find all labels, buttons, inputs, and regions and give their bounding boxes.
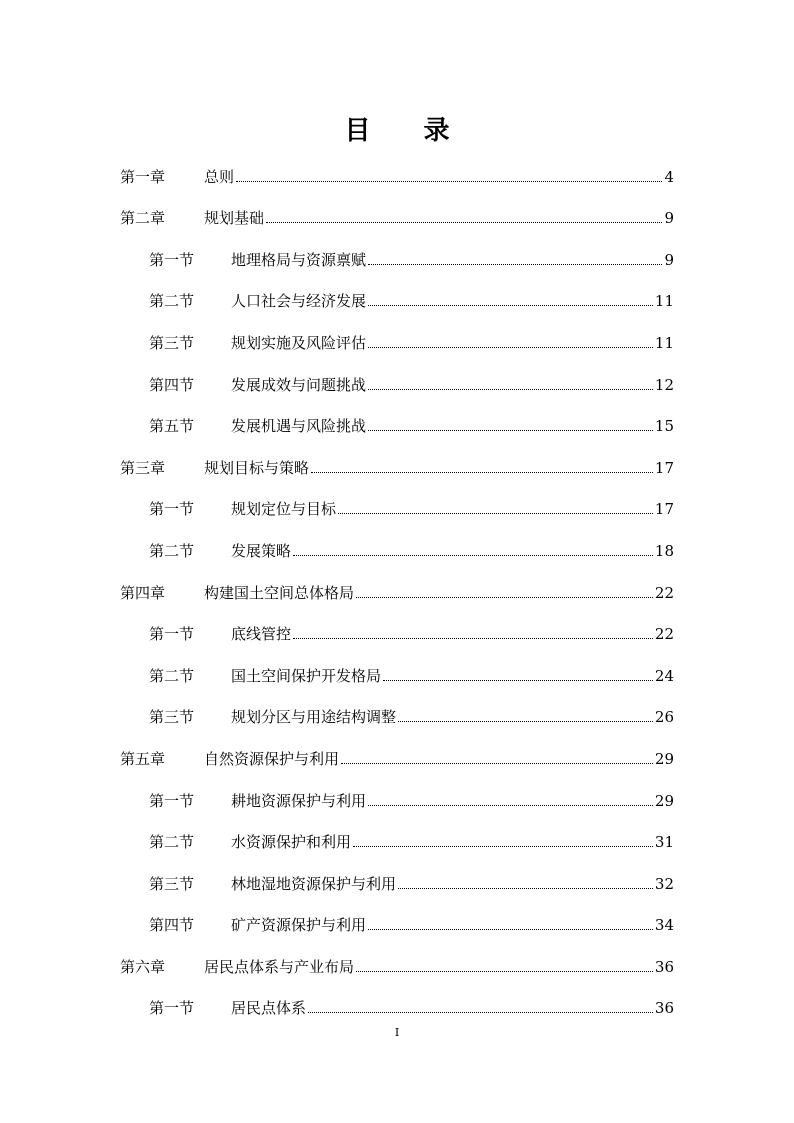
toc-entry-page: 26: [654, 708, 674, 727]
toc-entry-page: 31: [654, 833, 674, 852]
toc-dot-leader: [368, 804, 653, 806]
toc-entry-section[interactable]: [120, 608, 674, 650]
toc-entry-page: 17: [654, 500, 674, 519]
toc-entry-page: 36: [654, 999, 674, 1018]
toc-entry-section[interactable]: [120, 774, 674, 816]
toc-entry-page: 32: [654, 874, 674, 893]
toc-entry-number: 第一节: [149, 625, 195, 644]
toc-entry-chapter[interactable]: [120, 940, 674, 982]
toc-entry-section[interactable]: [120, 899, 674, 941]
toc-entry-page: 29: [654, 791, 674, 810]
toc-dot-leader: [398, 720, 653, 722]
toc-entry-title: 矿产资源保护与利用: [231, 916, 367, 935]
toc-entry-title: 耕地资源保护与利用: [231, 791, 367, 810]
toc-entry-page: 9: [664, 250, 674, 269]
toc-entry-number: 第二节: [149, 541, 195, 560]
toc-entry-title: 发展成效与问题挑战: [231, 375, 367, 394]
toc-entry-number: 第四节: [149, 916, 195, 935]
toc-entry-title: 规划分区与用途结构调整: [231, 708, 397, 727]
toc-entry-section[interactable]: [120, 316, 674, 358]
toc-entry-page: 4: [664, 167, 674, 186]
toc-entry-section[interactable]: [120, 982, 674, 1024]
toc-dot-leader: [341, 762, 653, 764]
toc-entry-section[interactable]: [120, 649, 674, 691]
toc-entry-number: 第二节: [149, 833, 195, 852]
toc-entry-chapter[interactable]: [120, 566, 674, 608]
toc-entry-page: 22: [654, 583, 674, 602]
toc-entry-page: 11: [654, 333, 674, 352]
toc-entry-number: 第一节: [149, 999, 195, 1018]
table-of-contents: [120, 150, 674, 1023]
toc-entry-page: 36: [654, 957, 674, 976]
toc-entry-number: 第五章: [120, 749, 166, 768]
toc-dot-leader: [311, 471, 653, 473]
page-title: 目 录: [344, 116, 472, 146]
toc-entry-number: 第二章: [120, 209, 166, 228]
toc-dot-leader: [383, 679, 653, 681]
toc-entry-title: 规划目标与策略: [204, 458, 310, 477]
toc-entry-page: 29: [654, 749, 674, 768]
toc-entry-number: 第三节: [149, 708, 195, 727]
toc-entry-number: 第二节: [149, 292, 195, 311]
toc-entry-number: 第一节: [149, 250, 195, 269]
toc-entry-title: 人口社会与经济发展: [231, 292, 367, 311]
toc-entry-number: 第六章: [120, 957, 166, 976]
toc-entry-title: 规划基础: [204, 209, 265, 228]
toc-dot-leader: [308, 1011, 653, 1013]
toc-dot-leader: [356, 970, 653, 972]
toc-entry-title: 发展机遇与风险挑战: [231, 417, 367, 436]
toc-entry-number: 第三章: [120, 458, 166, 477]
toc-entry-chapter[interactable]: [120, 150, 674, 192]
toc-dot-leader: [356, 596, 653, 598]
toc-entry-number: 第一节: [149, 500, 195, 519]
toc-entry-section[interactable]: [120, 524, 674, 566]
toc-entry-page: 17: [654, 458, 674, 477]
toc-entry-page: 15: [654, 417, 674, 436]
toc-entry-title: 国土空间保护开发格局: [231, 666, 382, 685]
toc-dot-leader: [368, 263, 662, 265]
toc-dot-leader: [368, 304, 653, 306]
toc-entry-section[interactable]: [120, 275, 674, 317]
toc-entry-page: 9: [664, 209, 674, 228]
toc-entry-title: 林地湿地资源保护与利用: [231, 874, 397, 893]
toc-dot-leader: [398, 887, 653, 889]
toc-entry-section[interactable]: [120, 816, 674, 858]
toc-entry-chapter[interactable]: [120, 441, 674, 483]
toc-dot-leader: [293, 554, 653, 556]
toc-entry-section[interactable]: [120, 358, 674, 400]
toc-dot-leader: [338, 512, 653, 514]
toc-entry-number: 第四节: [149, 375, 195, 394]
toc-dot-leader: [236, 180, 662, 182]
toc-entry-page: 24: [654, 666, 674, 685]
toc-entry-chapter[interactable]: [120, 192, 674, 234]
toc-entry-page: 22: [654, 625, 674, 644]
toc-entry-section[interactable]: [120, 857, 674, 899]
toc-entry-section[interactable]: [120, 691, 674, 733]
toc-entry-title: 发展策略: [231, 541, 292, 560]
toc-entry-title: 水资源保护和利用: [231, 833, 352, 852]
toc-entry-number: 第四章: [120, 583, 166, 602]
toc-entry-page: 11: [654, 292, 674, 311]
toc-entry-number: 第一章: [120, 167, 166, 186]
toc-entry-number: 第一节: [149, 791, 195, 810]
toc-entry-section[interactable]: [120, 400, 674, 442]
toc-entry-title: 地理格局与资源禀赋: [231, 250, 367, 269]
toc-entry-page: 18: [654, 541, 674, 560]
page-number: I: [394, 1026, 400, 1039]
toc-entry-title: 底线管控: [231, 625, 292, 644]
toc-entry-title: 规划实施及风险评估: [231, 333, 367, 352]
toc-entry-title: 构建国土空间总体格局: [204, 583, 355, 602]
toc-entry-number: 第三节: [149, 874, 195, 893]
toc-entry-title: 自然资源保护与利用: [204, 749, 340, 768]
toc-entry-section[interactable]: [120, 233, 674, 275]
toc-entry-title: 总则: [204, 167, 235, 186]
toc-dot-leader: [293, 637, 653, 639]
toc-entry-page: 34: [654, 916, 674, 935]
toc-dot-leader: [368, 346, 653, 348]
toc-dot-leader: [368, 388, 653, 390]
toc-entry-chapter[interactable]: [120, 732, 674, 774]
toc-dot-leader: [266, 221, 662, 223]
toc-entry-title: 居民点体系与产业布局: [204, 957, 355, 976]
toc-entry-number: 第三节: [149, 333, 195, 352]
toc-entry-number: 第二节: [149, 666, 195, 685]
toc-dot-leader: [368, 928, 653, 930]
toc-entry-title: 居民点体系: [231, 999, 307, 1018]
toc-entry-number: 第五节: [149, 417, 195, 436]
toc-entry-section[interactable]: [120, 483, 674, 525]
toc-entry-title: 规划定位与目标: [231, 500, 337, 519]
toc-entry-page: 12: [654, 375, 674, 394]
toc-dot-leader: [353, 845, 653, 847]
toc-dot-leader: [368, 429, 653, 431]
